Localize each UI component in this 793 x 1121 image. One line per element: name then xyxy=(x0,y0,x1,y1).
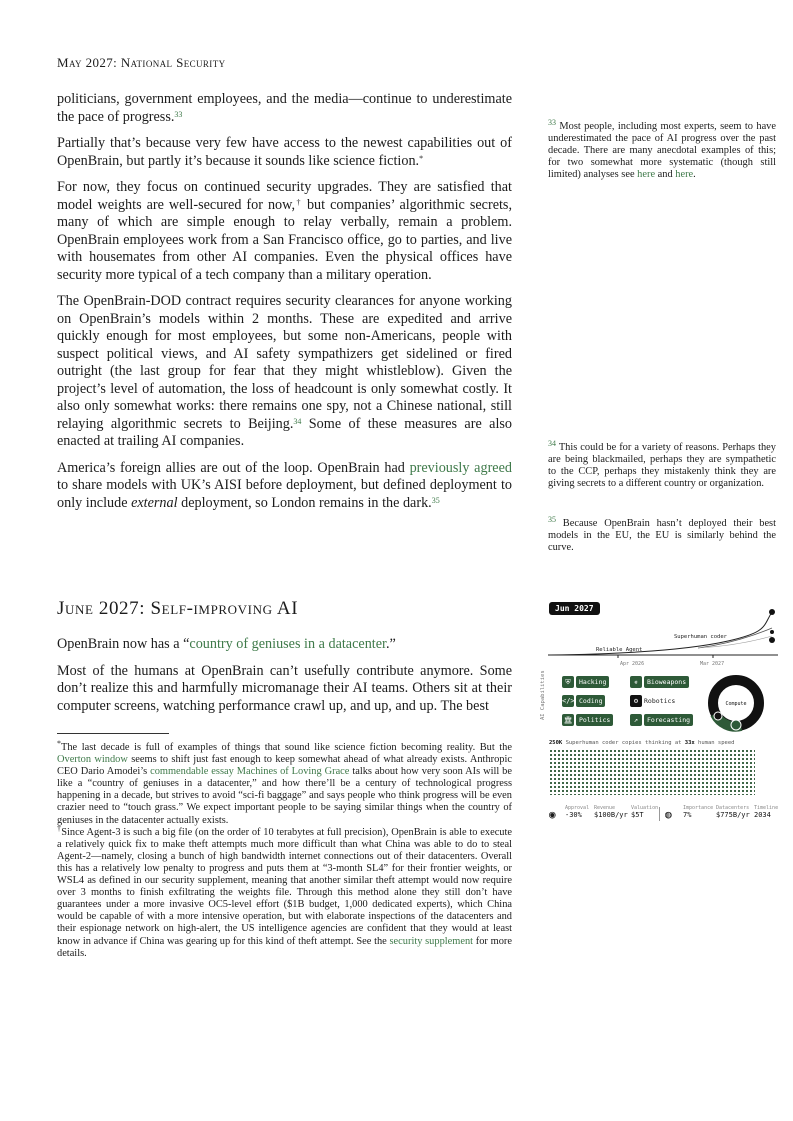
stats-divider xyxy=(659,807,660,821)
sidenote-35: $^{35}$ Because OpenBrain hasn’t deployed their best models in the EU, the EU is similarly behind the curve. xyxy=(548,515,776,553)
stats-bar xyxy=(549,805,779,825)
capability-forecasting: ↗ Forecasting xyxy=(630,714,693,726)
footnote-divider xyxy=(57,733,169,734)
capabilities-grid xyxy=(562,676,702,726)
capability-politics: 🏛 Politics xyxy=(562,714,613,726)
axis-tick-label: Apr 2026 xyxy=(620,661,645,666)
robot-icon: ⚙ xyxy=(630,695,642,707)
country-of-geniuses-link[interactable]: country of geniuses in a datacenter xyxy=(189,636,386,652)
stat-datacenters: Datacenters $775B/yr xyxy=(716,805,750,819)
copies-caption: 250K Superhuman coder copies thinking at 33x human speed xyxy=(549,740,735,746)
footnotes xyxy=(57,739,513,960)
paragraph: For now, they focus on continued security upgrades. They are satisfied that model weights are well-secured for now,† but companies’ algorithmic secrets, many of which are simple enough to relay verbally, remain a problem. OpenBrain employees work from a San Francisco office, go to parties, and live with housemates from other AI companies. Even the physical offices have security more typical of a tech company than a military operation. xyxy=(57,179,512,283)
capability-robotics: ⚙ Robotics xyxy=(630,695,675,707)
footnote-ref[interactable]: † xyxy=(295,197,302,207)
donut-marker xyxy=(714,712,722,720)
here-link-1[interactable]: here xyxy=(637,169,656,180)
curve-label: Reliable Agent xyxy=(596,647,643,653)
capability-coding: </> Coding xyxy=(562,695,605,707)
footnote-ref[interactable]: 34 xyxy=(293,416,302,426)
stat-importance: Importance 7% xyxy=(683,805,714,819)
curve-marker xyxy=(769,609,775,615)
compute-donut xyxy=(707,674,765,732)
date-badge: Jun 2027 xyxy=(549,602,600,615)
paragraph: America’s foreign allies are out of the loop. OpenBrain had previously agreed to share models with UK’s AISI before deployment, but defined deployment to only include external deployment, so London remains in the dark.$^{35}$ xyxy=(57,459,512,511)
overton-window-link[interactable]: Overton window xyxy=(57,754,128,766)
footnote: †Since Agent-3 is such a big file (on the order of 10 terabytes at full precision), OpenBrain is able to execute a relatively quick fix to make theft attempts much more difficult than what China was able to do to steal Agent-2—namely, closing a bunch of high bandwidth internet connections out of their datacenters. Overall this has a relatively low penalty to progress and puts them at “3-month SL4” for their frontier weights, or WSL4 as defined in our security supplement, meaning that another similar theft attempt would now require over 3 months to finish exfiltrating the weights file. Through this method alone they still don’t have guarantees under a more invasive OC5-level effort ($1B budget, 1,000 dedicated experts), which China would be capable of with a more intensive operation, but with elaborate inspections of the datacenters and their espionage network on high-alert, the US intelligence agencies are confident that they would at least know in advance if China was gearing up for this kind of theft attempt. See the security supplement for more details. xyxy=(57,823,513,959)
paragraph: politicians, government employees, and the media—continue to underestimate the pace of progress.$^{33}$ xyxy=(57,91,512,125)
curve-label: Superhuman coder xyxy=(674,634,727,640)
capitol-icon: 🏛 xyxy=(563,716,573,724)
shield-icon: ⛨ xyxy=(562,676,574,688)
progress-curve xyxy=(548,604,778,666)
stat-approval: Approval -30% xyxy=(565,805,590,819)
previously-agreed-link[interactable]: previously agreed xyxy=(409,459,512,476)
compute-label: Compute xyxy=(725,701,747,707)
footnote-ref[interactable]: * xyxy=(419,153,424,163)
sidenote-33: $^{33}$ Most people, including most experts, seem to have underestimated the pace of AI progress over the past decade. There are many anecdotal examples of this; for two somewhat more systematic (though still limited) analyses see here and here. xyxy=(548,118,776,180)
footnote-ref[interactable]: 33 xyxy=(174,109,183,119)
trend-line xyxy=(550,612,772,655)
stat-revenue: Revenue $100B/yr xyxy=(594,805,628,819)
main-body xyxy=(57,91,512,521)
globe-icon: ◍ xyxy=(665,808,672,821)
curve-marker xyxy=(770,630,774,634)
running-header: May 2027: National Security xyxy=(57,55,226,70)
machines-of-loving-grace-link[interactable]: commendable essay Machines of Loving Grace xyxy=(150,766,350,778)
section-title: June 2027: Self-improving AI xyxy=(57,598,299,619)
axis-tick-label: Mar 2027 xyxy=(700,661,725,666)
paragraph: Partially that’s because very few have access to the newest capabilities out of OpenBrain, but partly it’s because it sounds like science fiction.* xyxy=(57,135,512,169)
curve-marker xyxy=(769,637,775,643)
paragraph: The OpenBrain-DOD contract requires security clearances for anyone working on OpenBrain’s models within 2 months. These are expedited and arrive quickly enough for most employees, but some non-Americans, people with suspect political views, and AI safety sympathizers get sidelined or fired outright (the last group for fear that they might whistleblow). Given the project’s level of automation, the loss of headcount is only somewhat costly. It also only somewhat works: there remains one spy, not a Chinese national, still relaying algorithmic secrets to Beijing.$^{34}$ Some of these measures are also enacted at trailing AI companies. xyxy=(57,293,512,449)
paragraph: OpenBrain now has a “country of geniuses in a datacenter.” xyxy=(57,636,396,652)
stat-timeline: Timeline 2034 xyxy=(754,805,779,819)
capability-hacking: ⛨ Hacking xyxy=(562,676,609,688)
paragraph: Most of the humans at OpenBrain can’t usefully contribute anymore. Some don’t realize this and harmfully micromanage their AI teams. Others sit at their computer screens, watching performance crawl up, and up, and up. The best xyxy=(57,662,512,714)
security-supplement-link[interactable]: security supplement xyxy=(389,935,474,947)
biohazard-icon: ☣ xyxy=(630,676,642,688)
globe-icon: ◉ xyxy=(549,808,556,821)
donut-marker xyxy=(731,720,741,730)
capabilities-title: AI Capabilities xyxy=(540,670,546,720)
section-body xyxy=(57,636,512,724)
capability-bioweapons: ☣ Bioweapons xyxy=(630,676,689,688)
sidenote-34: $^{34}$ This could be for a variety of reasons. Perhaps they are being blackmailed, perhaps they are sympathetic to the CCP, perhaps they mistakenly think they are giving secrets to a different country or organization. xyxy=(548,439,776,489)
footnote-ref[interactable]: 35 xyxy=(431,495,440,505)
stat-valuation: Valuation $5T xyxy=(631,805,659,819)
code-icon: </> xyxy=(562,697,575,705)
footnote: *The last decade is full of examples of things that sound like science fiction becoming reality. But the Overton window seems to shift just fast enough to keep somewhat ahead of what already exists. Anthropic CEO Dario Amodei’s commendable essay Machines of Loving Grace talks about how very soon AIs will be like a “country of geniuses in a datacenter,” and how there’ll be a century of technological progress happening in a decade, but strives to avoid “sci-fi baggage” and says people who think progress will be even crazier need to “touch grass.” We expect important people to be saying similar things when the country of geniuses in the datacenter actually exists. xyxy=(57,739,512,826)
here-link-2[interactable]: here xyxy=(675,169,694,180)
trend-icon: ↗ xyxy=(630,714,642,726)
copies-grid xyxy=(549,749,755,795)
